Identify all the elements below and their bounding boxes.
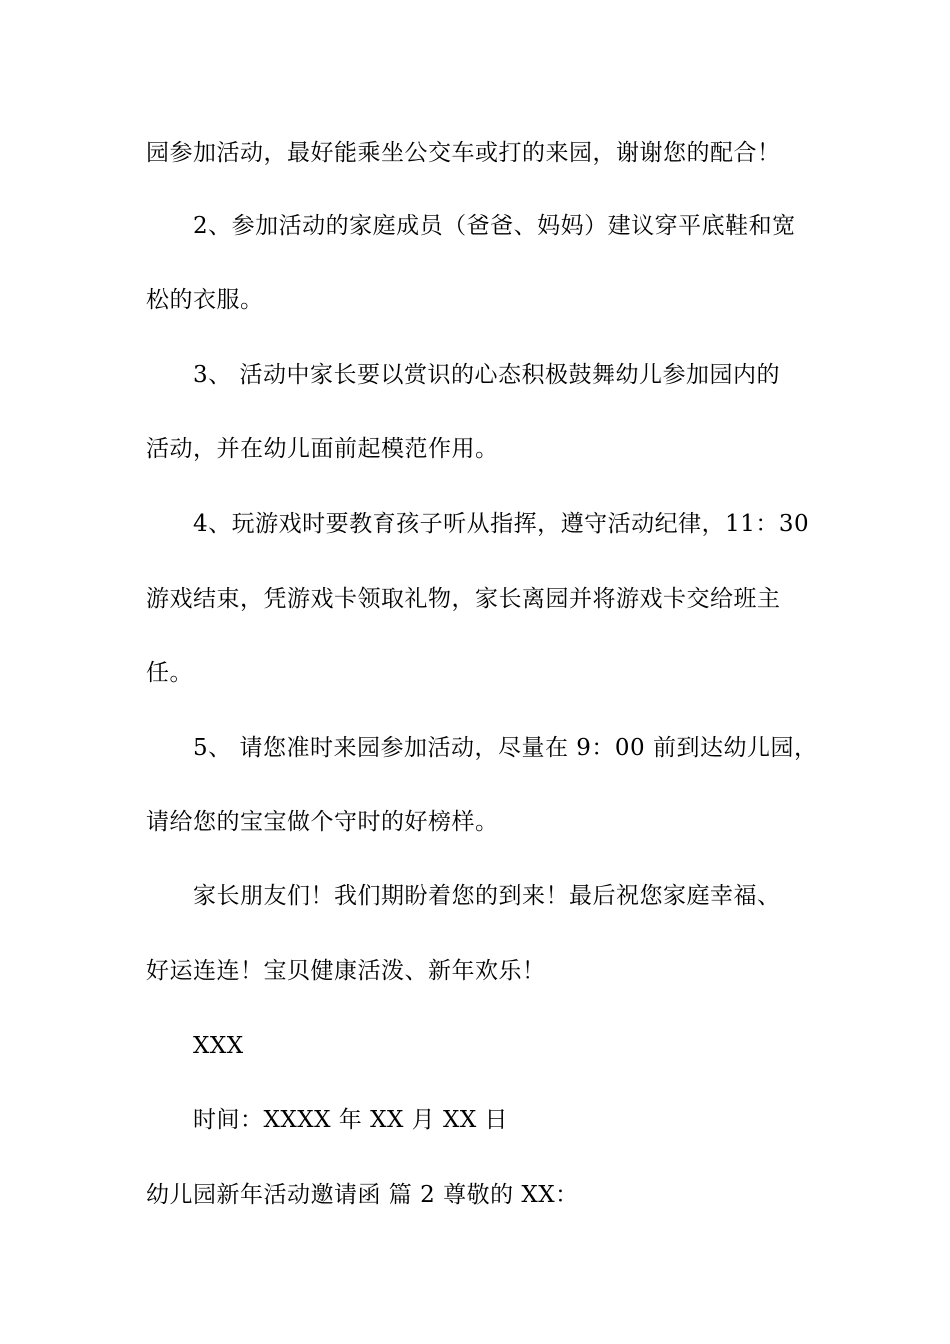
closing-paragraph-line-1: 家长朋友们！我们期盼着您的到来！最后祝您家庭幸福、 [193,883,781,909]
date-line: 时间：XXXX 年 XX 月 XX 日 [193,1107,509,1133]
list-item-5-line-2: 请给您的宝宝做个守时的好榜样。 [146,809,499,835]
list-item-3-line-2: 活动，并在幼儿面前起模范作用。 [146,436,499,462]
list-item-5-line-1: 5、 请您准时来园参加活动，尽量在 9：00 前到达幼儿园， [193,735,818,761]
paragraph-line: 园参加活动，最好能乘坐公交车或打的来园，谢谢您的配合！ [146,140,781,166]
list-item-4-line-3: 任。 [146,660,193,686]
closing-paragraph-line-2: 好运连连！宝贝健康活泼、新年欢乐！ [146,958,546,984]
section-heading: 幼儿园新年活动邀请函 篇 2 尊敬的 XX： [146,1182,579,1208]
list-item-2-line-1: 2、参加活动的家庭成员（爸爸、妈妈）建议穿平底鞋和宽 [193,213,796,239]
list-item-3-line-1: 3、 活动中家长要以赏识的心态积极鼓舞幼儿参加园内的 [193,362,780,388]
list-item-4-line-1: 4、玩游戏时要教育孩子听从指挥，遵守活动纪律，11：30 [193,511,810,537]
list-item-2-line-2: 松的衣服。 [146,287,264,313]
signature: XXX [193,1033,244,1059]
list-item-4-line-2: 游戏结束，凭游戏卡领取礼物，家长离园并将游戏卡交给班主 [146,586,781,612]
